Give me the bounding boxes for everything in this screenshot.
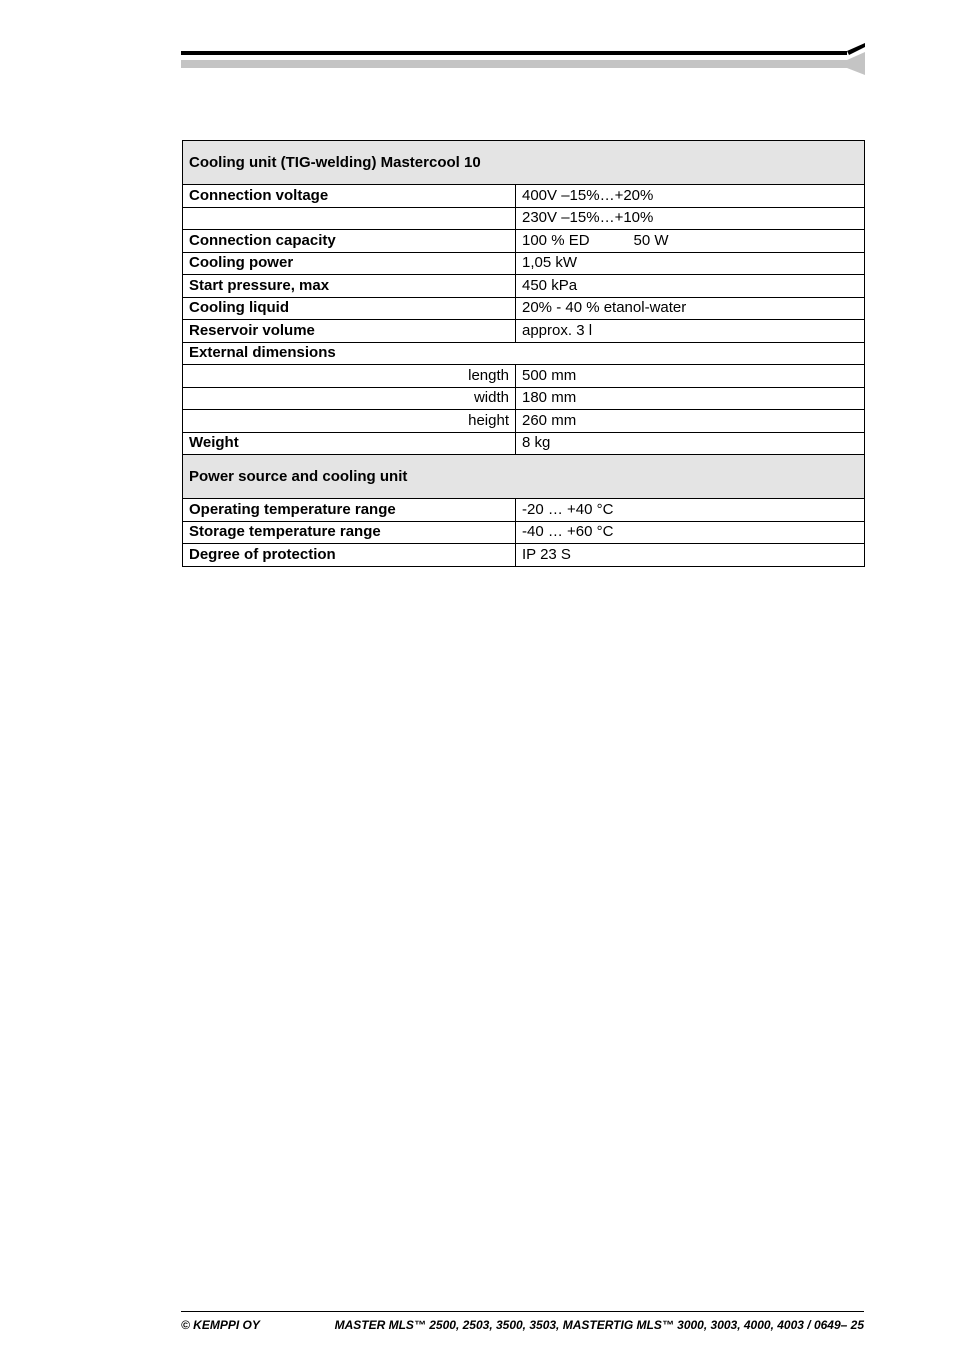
table-row bbox=[183, 297, 865, 320]
row-value: 260 mm bbox=[516, 410, 865, 433]
row-label: Connection capacity bbox=[183, 230, 516, 253]
table-row bbox=[183, 410, 865, 433]
footer-copyright: © KEMPPI OY bbox=[181, 1318, 260, 1332]
row-value: 400V –15%…+20% bbox=[516, 185, 865, 208]
table-row bbox=[183, 252, 865, 275]
row-label: Weight bbox=[183, 432, 516, 455]
header-rule-graphic bbox=[181, 40, 865, 80]
row-value: IP 23 S bbox=[516, 544, 865, 567]
section-header-row bbox=[183, 455, 865, 499]
row-value: 230V –15%…+10% bbox=[516, 207, 865, 230]
table-row bbox=[183, 275, 865, 298]
table-row bbox=[183, 432, 865, 455]
row-value: 1,05 kW bbox=[516, 252, 865, 275]
table-row bbox=[183, 342, 865, 365]
row-value: -40 … +60 °C bbox=[516, 521, 865, 544]
section-title: Cooling unit (TIG-welding) Mastercool 10 bbox=[183, 141, 865, 185]
table-row bbox=[183, 185, 865, 208]
row-sublabel: height bbox=[183, 410, 516, 433]
row-value-pair bbox=[516, 230, 865, 253]
table-row bbox=[183, 365, 865, 388]
table-row bbox=[183, 499, 865, 522]
row-label: Storage temperature range bbox=[183, 521, 516, 544]
row-sublabel: width bbox=[183, 387, 516, 410]
row-value: 450 kPa bbox=[516, 275, 865, 298]
row-value: 20% - 40 % etanol-water bbox=[516, 297, 865, 320]
row-label: Cooling power bbox=[183, 252, 516, 275]
section-title: Power source and cooling unit bbox=[183, 455, 865, 499]
footer-divider bbox=[181, 1311, 864, 1312]
row-label bbox=[183, 207, 516, 230]
row-value: 180 mm bbox=[516, 387, 865, 410]
row-label: Operating temperature range bbox=[183, 499, 516, 522]
row-value: 8 kg bbox=[516, 432, 865, 455]
table-row bbox=[183, 521, 865, 544]
row-sublabel: length bbox=[183, 365, 516, 388]
row-label: Reservoir volume bbox=[183, 320, 516, 343]
section-header-row bbox=[183, 141, 865, 185]
specification-table bbox=[182, 140, 865, 567]
table-row bbox=[183, 320, 865, 343]
row-label: Cooling liquid bbox=[183, 297, 516, 320]
row-value: 500 mm bbox=[516, 365, 865, 388]
row-label: Start pressure, max bbox=[183, 275, 516, 298]
row-label: Connection voltage bbox=[183, 185, 516, 208]
row-label: Degree of protection bbox=[183, 544, 516, 567]
row-value-secondary: 50 W bbox=[633, 231, 669, 249]
table-row bbox=[183, 230, 865, 253]
row-label: External dimensions bbox=[183, 342, 865, 365]
table-row bbox=[183, 544, 865, 567]
table-row bbox=[183, 207, 865, 230]
row-value: approx. 3 l bbox=[516, 320, 865, 343]
table-row bbox=[183, 387, 865, 410]
row-value: 100 % ED bbox=[522, 231, 590, 249]
row-value: -20 … +40 °C bbox=[516, 499, 865, 522]
footer-document-info: MASTER MLS™ 2500, 2503, 3500, 3503, MASTERTIG MLS™ 3000, 3003, 4000, 4003 / 0649– 25 bbox=[334, 1318, 864, 1332]
